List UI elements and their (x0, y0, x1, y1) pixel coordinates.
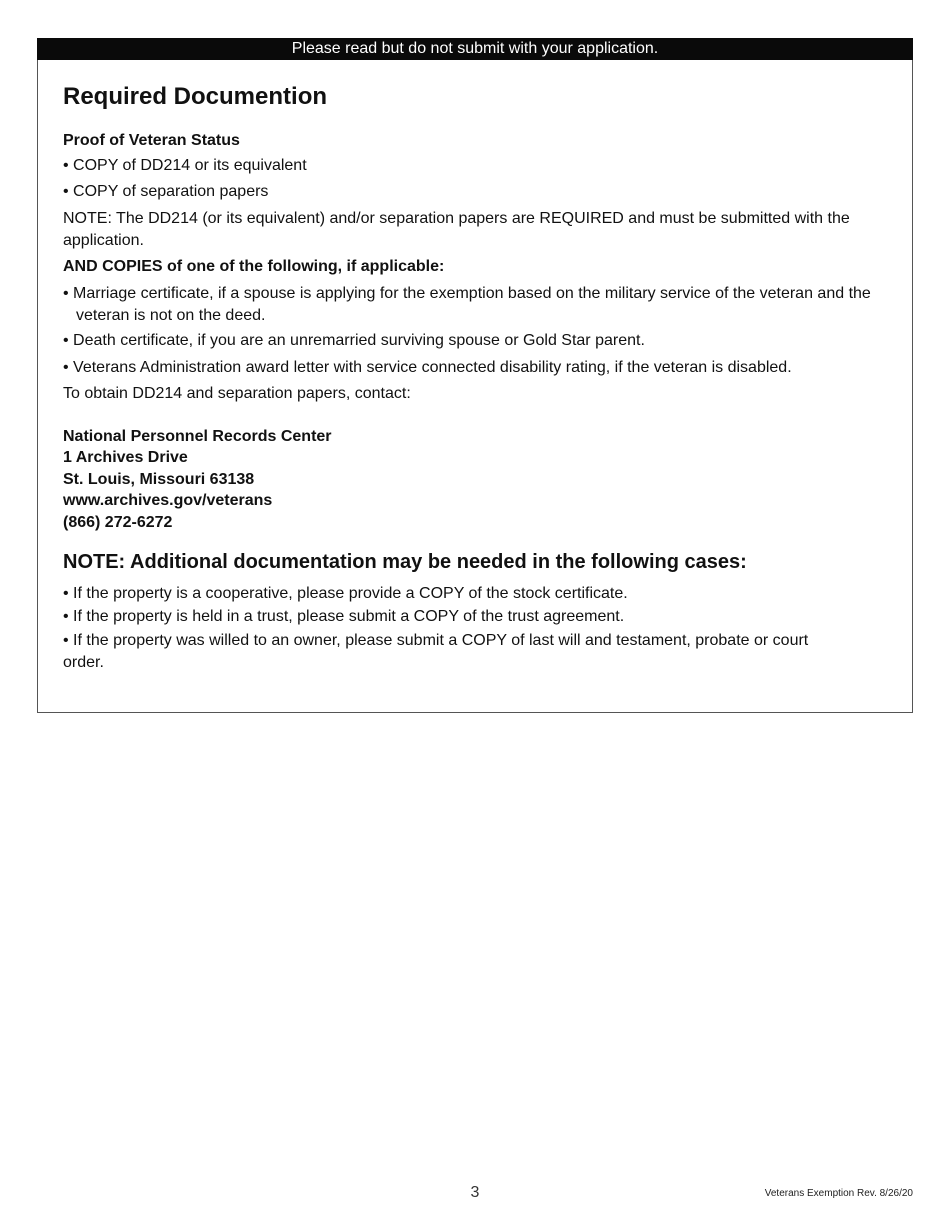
copies-item: • Death certificate, if you are an unremarried surviving spouse or Gold Star parent. (63, 332, 645, 349)
contact-street: 1 Archives Drive (63, 449, 188, 466)
revision-note: Veterans Exemption Rev. 8/26/20 (764, 1188, 913, 1199)
contact-city: St. Louis, Missouri 63138 (63, 471, 255, 488)
contact-phone: (866) 272-6272 (63, 514, 173, 531)
contact-website[interactable]: www.archives.gov/veterans (63, 492, 273, 509)
page-number: 3 (470, 1184, 480, 1201)
additional-item: • If the property is held in a trust, please submit a COPY of the trust agreement. (63, 608, 625, 625)
proof-note: NOTE: The DD214 (or its equivalent) and/or separation papers are REQUIRED and must be submitted with the application. (63, 210, 850, 249)
additional-item: • If the property is a cooperative, please provide a COPY of the stock certificate. (63, 585, 628, 602)
instruction-banner: Please read but do not submit with your application. (37, 38, 913, 60)
contact-name: National Personnel Records Center (63, 428, 332, 445)
page-title: Required Documention (63, 83, 328, 110)
copies-heading: AND COPIES of one of the following, if applicable: (63, 258, 445, 275)
proof-item: • COPY of DD214 or its equivalent (63, 157, 307, 174)
additional-item: • If the property was willed to an owner, please submit a COPY of last will and testament, probate or court order. (63, 632, 809, 671)
proof-item: • COPY of separation papers (63, 183, 269, 200)
proof-heading: Proof of Veteran Status (63, 132, 240, 149)
obtain-instructions: To obtain DD214 and separation papers, contact: (63, 385, 411, 402)
documentation-panel (37, 60, 913, 713)
copies-item: • Marriage certificate, if a spouse is applying for the exemption based on the military service of the veteran and the veteran is not on the deed. (63, 285, 871, 324)
copies-item: • Veterans Administration award letter with service connected disability rating, if the veteran is disabled. (63, 359, 792, 376)
additional-heading: NOTE: Additional documentation may be needed in the following cases: (63, 551, 747, 573)
